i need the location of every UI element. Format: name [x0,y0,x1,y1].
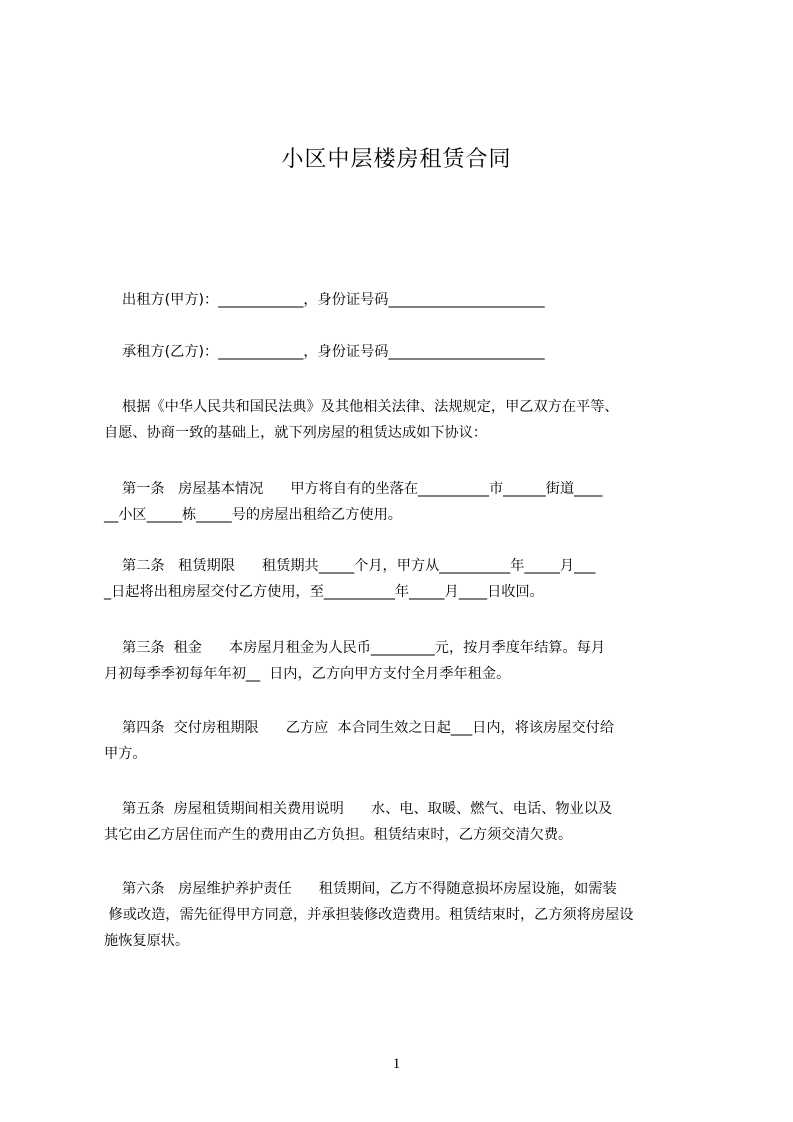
article-6-line-3: 施恢复原状。 [104,933,190,949]
article-5-line-1: 第五条 房屋租赁期间相关费用说明 水、电、取暖、燃气、电话、物业以及 [104,801,613,817]
article-2-line-2: _日起将出租房屋交付乙方使用，至__________年_____月____日收回。 [104,584,544,600]
article-1-line-1: 第一条 房屋基本情况 甲方将自有的坐落在__________市______街道____ [104,481,603,497]
party-a-line: 出租方(甲方)：____________，身份证号码______________________ [104,292,545,308]
intro-line-2: 自愿、协商一致的基础上，就下列房屋的租赁达成如下协议： [104,425,488,441]
article-4-line-1: 第四条 交付房租期限 乙方应 本合同生效之日起___日内，将该房屋交付给 [104,720,615,736]
intro-line-1: 根据《中华人民共和国民法典》及其他相关法律、法规规定，甲乙双方在平等、 [104,399,619,415]
article-3-line-2: 月初每季季初每年年初__ 日内，乙方向甲方支付全月季年租金。 [104,666,511,682]
article-1-line-2: __小区_____栋_____号的房屋出租给乙方使用。 [104,507,402,523]
article-4-line-2: 甲方。 [104,746,147,762]
article-5-line-2: 其它由乙方居住而产生的费用由乙方负担。租赁结束时，乙方须交清欠费。 [104,827,573,843]
page-number: 1 [392,1056,401,1072]
article-2-line-1: 第二条 租赁期限 租赁期共_____个月，甲方从__________年_____月___ [104,558,596,574]
article-6-line-1: 第六条 房屋维护养护责任 租赁期间，乙方不得随意损坏房屋设施，如需装 [104,881,617,897]
article-6-line-2: 修或改造，需先征得甲方同意，并承担装修改造费用。租赁结束时，乙方须将房屋设 [104,907,634,923]
document-title: 小区中层楼房租赁合同 [281,147,512,172]
party-b-line: 承租方(乙方)：____________，身份证号码______________________ [104,344,545,360]
article-3-line-1: 第三条 租金 本房屋月租金为人民币_________元，按月季度年结算。每月 [104,640,606,656]
